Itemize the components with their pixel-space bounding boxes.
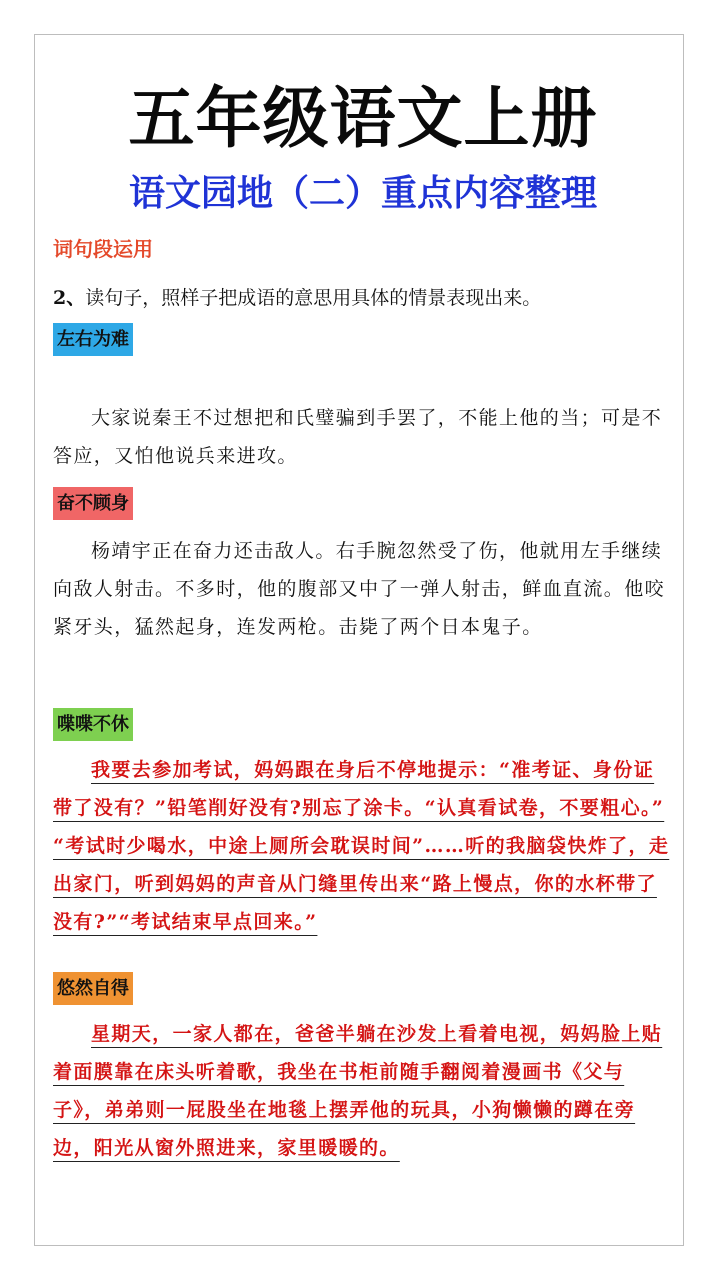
sample-paragraph-2: 星期天，一家人都在，爸爸半躺在沙发上看着电视，妈妈脸上贴着面膜靠在床头听着歌，我坐在书柜前随手翻阅着漫画书《父与子》，弟弟则一屁股坐在地毯上摆弄他的玩具，小狗懒懒的蹲在旁边，阳光从窗外照进来，家里暖暖的。 bbox=[53, 1023, 663, 1159]
idiom-tag-fenbugushen: 奋不顾身 bbox=[53, 487, 133, 520]
entry-paragraph-1: 大家说秦王不过想把和氏璧骗到手罢了，不能上他的当；可是不答应，又怕他说兵来进攻。 bbox=[53, 407, 663, 467]
idiom-tag-diediebuxiu: 喋喋不休 bbox=[53, 708, 133, 741]
exercise-number: 2、 bbox=[53, 287, 86, 309]
page-subtitle: 语文园地（二）重点内容整理 bbox=[128, 172, 597, 214]
exercise-text: 读句子，照样子把成语的意思用具体的情景表现出来。 bbox=[85, 287, 542, 309]
entry-paragraph-2: 杨靖宇正在奋力还击敌人。右手腕忽然受了伤，他就用左手继续向敌人射击。不多时，他的腹部又中了一弹人射击，鲜血直流。他咬紧牙头，猛然起身，连发两枪。击毙了两个日本鬼子。 bbox=[53, 540, 666, 638]
document-page bbox=[34, 34, 684, 1246]
sample-paragraph-1: 我要去参加考试，妈妈跟在身后不停地提示：“准考证、身份证带了没有？”铅笔削好没有?别忘了涂卡。“认真看试卷，不要粗心。” “考试时少喝水，中途上厕所会耽误时间”……听的我脑袋快炸了，走出家门，听到妈妈的声音从门缝里传出来“路上慢点，你的水杯带了没有?”“考试结束早点回来。” bbox=[53, 759, 670, 933]
exercise-instruction bbox=[53, 283, 673, 313]
section-heading: 词句段运用 bbox=[53, 237, 153, 261]
idiom-tag-zuoyouweinan: 左右为难 bbox=[53, 323, 133, 356]
page-title: 五年级语文上册 bbox=[128, 80, 598, 157]
idiom-tag-youranzide: 悠然自得 bbox=[53, 972, 133, 1005]
